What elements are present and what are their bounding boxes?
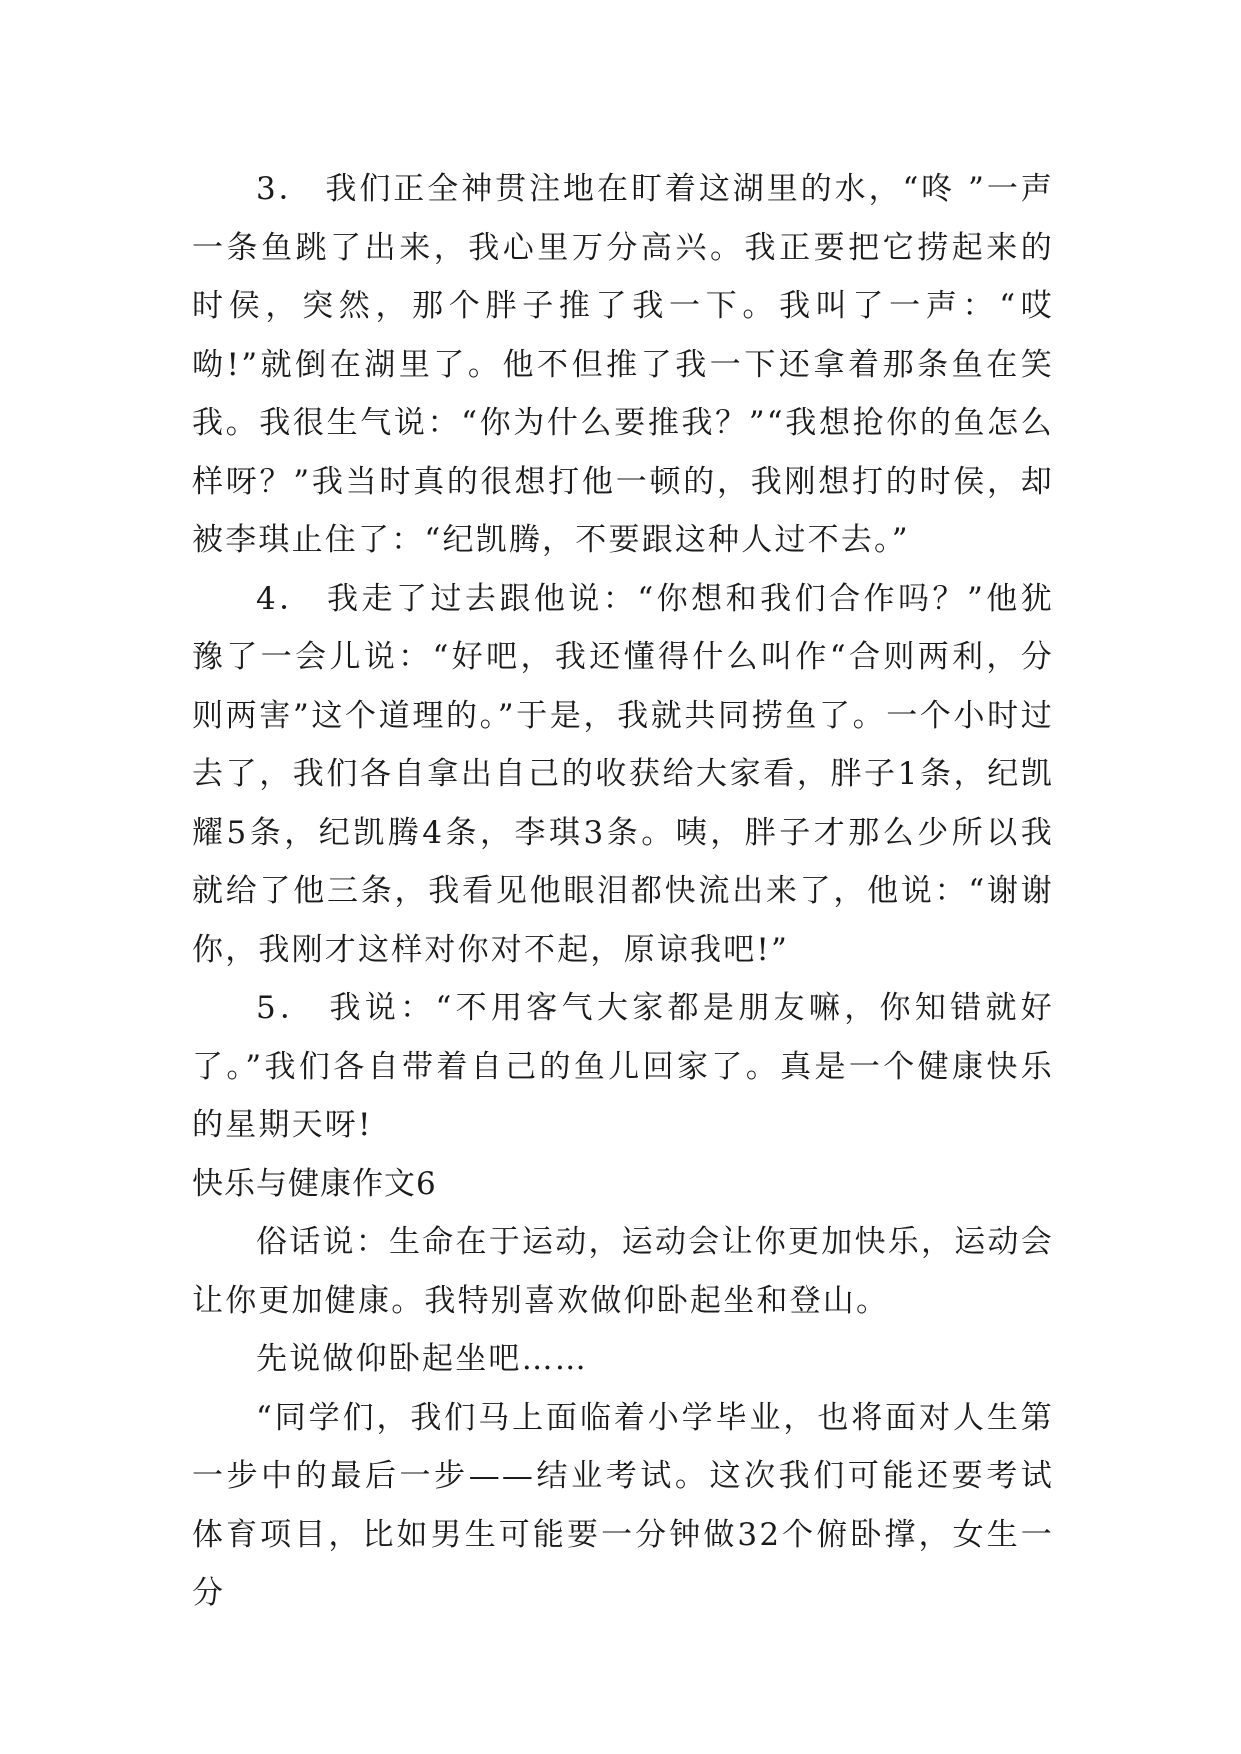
paragraph-situps-intro: 先说做仰卧起坐吧…… xyxy=(256,1341,588,1377)
paragraph-proverb: 俗话说：生命在于运动，运动会让你更加快乐，运动会让你更加健康。我特别喜欢做仰卧起坐和登山。 xyxy=(192,1224,1054,1319)
document-body xyxy=(192,160,1054,1623)
paragraph-5: 5． 我说：“不用客气大家都是朋友嘛，你知错就好了。”我们各自带着自己的鱼儿回家了。真是一个健康快乐的星期天呀! xyxy=(192,990,1054,1143)
paragraph-3: 3． 我们正全神贯注地在盯着这湖里的水，“咚 ”一声一条鱼跳了出来，我心里万分高兴。我正要把它捞起来的时侯，突然，那个胖子推了我一下。我叫了一声：“哎呦!”就倒在湖里了。他不但推了我一下还拿着那条鱼在笑我。我很生气说：“你为什么要推我？”“我想抢你的鱼怎么样呀？”我当时真的很想打他一顿的，我刚想打的时侯，却被李琪止住了：“纪凯腾，不要跟这种人过不去。” xyxy=(192,171,1054,558)
paragraph-quote: “同学们，我们马上面临着小学毕业，也将面对人生第一步中的最后一步——结业考试。这次我们可能还要考试体育项目，比如男生可能要一分钟做32个俯卧撑，女生一分 xyxy=(192,1399,1054,1611)
paragraph-4: 4． 我走了过去跟他说：“你想和我们合作吗？”他犹豫了一会儿说：“好吧，我还懂得什么叫作“合则两利，分则两害”这个道理的。”于是，我就共同捞鱼了。一个小时过去了，我们各自拿出自己的收获给大家看，胖子1条，纪凯耀5条，纪凯腾4条，李琪3条。咦，胖子才那么少所以我就给了他三条，我看见他眼泪都快流出来了，他说：“谢谢你，我刚才这样对你对不起，原谅我吧!” xyxy=(192,580,1054,968)
section-heading: 快乐与健康作文6 xyxy=(192,1165,437,1202)
